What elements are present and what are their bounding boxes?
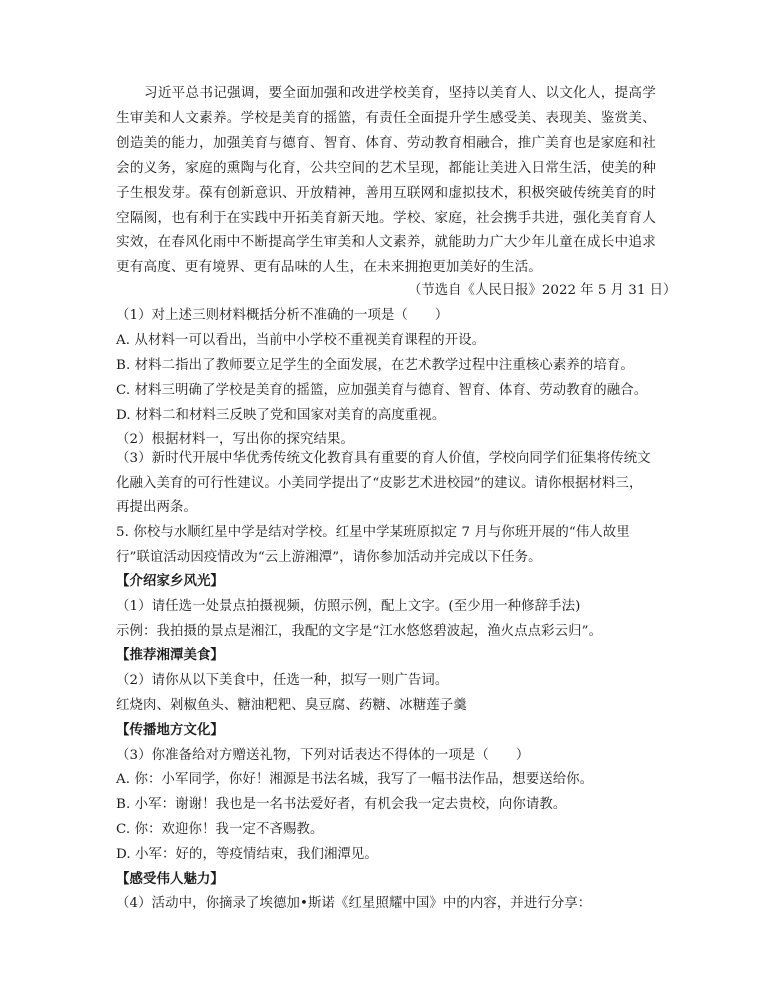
q5-option-a: A. 你：小军同学，你好！湘源是书法名城，我写了一幅书法作品，想要送给你。 [116,772,594,787]
q5-option-d: D. 小军：好的，等疫情结束，我们湘潭见。 [116,847,378,862]
q4-sub1: （1）对上述三则材料概括分析不准确的一项是（ ） [116,308,449,323]
q4-option-c: C. 材料三明确了学校是美育的摇篮，应加强美育与德育、智育、体育、劳动教育的融合。 [116,383,648,398]
q5-sub2: （2）请你从以下美食中，任选一种，拟写一则广告词。 [116,673,449,688]
q5-option-b: B. 小军：谢谢！我也是一名书法爱好者，有机会我一定去贵校，向你请教。 [116,797,567,812]
material-three-passage [116,81,656,280]
q5-intro: 5. 你校与水顺红星中学是结对学校。红星中学某班原拟定 7 月与你班开展的“伟人故里行”联谊活动因疫情改为“云上游湘潭”，请你参加活动并完成以下任务。 [116,525,630,565]
q4-option-a: A. 从材料一可以看出，当前中小学校不重视美育课程的开设。 [116,333,486,348]
q5-example: 示例：我拍摄的景点是湘江，我配的文字是“江水悠悠碧波起，渔火点点彩云归”。 [116,624,603,639]
q4-sub2: （2）根据材料一，写出你的探究结果。 [116,432,354,447]
q5-option-c: C. 你：欢迎你！我一定不吝赐教。 [116,822,324,837]
section-heading-leader: 【感受伟人魅力】 [116,871,224,887]
section-heading-scenery: 【介绍家乡风光】 [116,573,224,589]
q4-option-b: B. 材料二指出了教师要立足学生的全面发展，在艺术教学过程中注重核心素养的培育。 [116,358,634,373]
section-heading-culture: 【传播地方文化】 [116,722,224,738]
section-heading-food: 【推荐湘潭美食】 [116,647,224,663]
q5-sub3: （3）你准备给对方赠送礼物，下列对话表达不得体的一项是（ ） [116,748,530,763]
q5-sub1: （1）请任选一处景点拍摄视频，仿照示例，配上文字。(至少用一种修辞手法) [116,599,581,614]
passage-paragraph: 习近平总书记强调，要全面加强和改进学校美育，坚持以美育人、以文化人，提高学生审美和人文素养。学校是美育的摇篮，有责任全面提升学生感受美、表现美、鉴赏美、创造美的能力，加强美育与德育、智育、体育、劳动教育相融合，推广美育也是家庭和社会的义务，家庭的熏陶与化育，公共空间的艺术呈现，都能让美进入日常生活，使美的种子生根发芽。葆有创新意识、开放精神，善用互联网和虚拟技术，积极突破传统美育的时空隔阂，也有利于在实践中开拓美育新天地。学校、家庭，社会携手共进，强化美育育人实效，在春风化雨中不断提高学生审美和人文素养，就能助力广大少年儿童在成长中追求更有高度、更有境界、更有品味的人生，在未来拥抱更加美好的生活。 [116,85,656,276]
q4-option-d: D. 材料二和材料三反映了党和国家对美育的高度重视。 [116,408,446,423]
q4-sub3: （3）新时代开展中华优秀传统文化教育具有重要的育人价值，学校向同学们征集将传统文化融入美育的可行性建议。小美同学提出了“皮影艺术进校园”的建议。请你根据材料三，再提出两条。 [116,451,651,516]
passage-source: （节选自《人民日报》2022 年 5 月 31 日） [408,283,677,298]
q5-food-list: 红烧肉、剁椒鱼头、糖油粑粑、臭豆腐、药糖、冰糖莲子羹 [116,698,467,713]
q5-sub4: （4）活动中，你摘录了埃德加•斯诺《红星照耀中国》中的内容，并进行分享： [116,896,592,911]
